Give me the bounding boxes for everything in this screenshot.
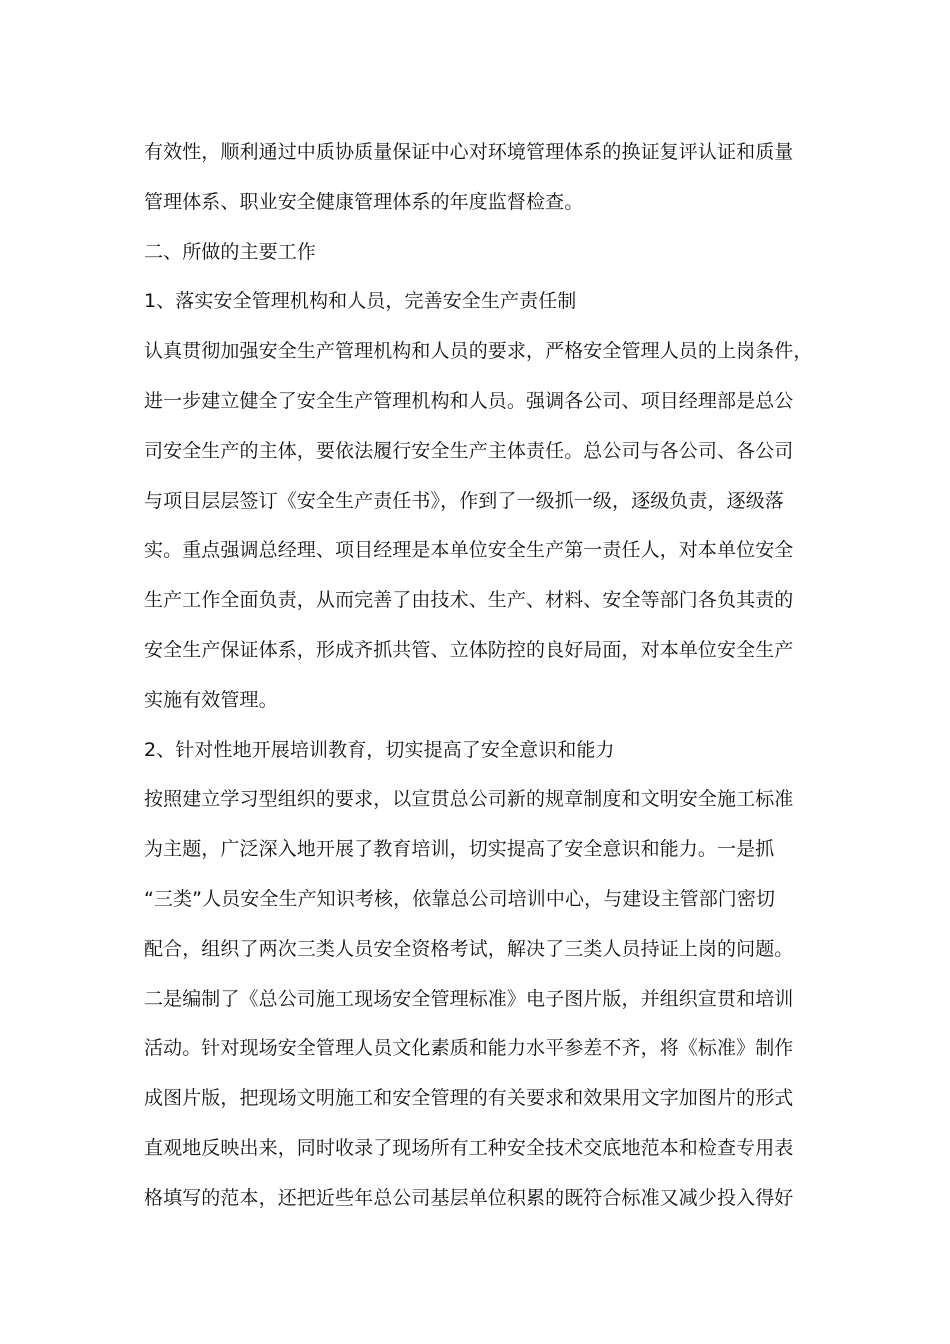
text-line: 司安全生产的主体，要依法履行安全生产主体责任。总公司与各公司、各公司 (144, 439, 794, 462)
subsection-heading: 2、针对性地开展培训教育，切实提高了安全意识和能力 (144, 738, 615, 761)
text-line: 格填写的范本，还把近些年总公司基层单位积累的既符合标准又减少投入得好 (144, 1186, 794, 1209)
text-line: 成图片版，把现场文明施工和安全管理的有关要求和效果用文字加图片的形式 (144, 1087, 794, 1110)
text-line: “三类”人员安全生产知识考核，依靠总公司培训中心，与建设主管部门密切 (144, 887, 776, 910)
text-line: 活动。针对现场安全管理人员文化素质和能力水平参差不齐，将《标准》制作 (144, 1037, 794, 1060)
subsection-heading: 1、落实安全管理机构和人员，完善安全生产责任制 (144, 290, 577, 313)
text-line: 实施有效管理。 (144, 688, 278, 711)
text-line: 与项目层层签订《安全生产责任书》，作到了一级抓一级，逐级负责，逐级落 (144, 489, 784, 512)
document-body (144, 128, 824, 1224)
text-line: 有效性，顺利通过中质协质量保证中心对环境管理体系的换证复评认证和质量 (144, 141, 794, 163)
text-line: 实。重点强调总经理、项目经理是本单位安全生产第一责任人，对本单位安全 (144, 539, 794, 562)
text-line: 生产工作全面负责，从而完善了由技术、生产、材料、安全等部门各负其责的 (144, 589, 794, 612)
text-line: 认真贯彻加强安全生产管理机构和人员的要求，严格安全管理人员的上岗条件， (144, 340, 813, 363)
text-line: 管理体系、职业安全健康管理体系的年度监督检查。 (144, 190, 584, 213)
text-line: 按照建立学习型组织的要求，以宣贯总公司新的规章制度和文明安全施工标准 (144, 788, 794, 811)
text-line: 进一步建立健全了安全生产管理机构和人员。强调各公司、项目经理部是总公 (144, 389, 794, 412)
text-line: 安全生产保证体系，形成齐抓共管、立体防控的良好局面，对本单位安全生产 (144, 638, 794, 661)
text-line: 配合，组织了两次三类人员安全资格考试，解决了三类人员持证上岗的问题。 (144, 937, 794, 960)
text-line: 为主题，广泛深入地开展了教育培训，切实提高了安全意识和能力。一是抓 (144, 838, 775, 861)
section-heading: 二、所做的主要工作 (144, 240, 316, 263)
text-line: 二是编制了《总公司施工现场安全管理标准》电子图片版，并组织宣贯和培训 (144, 987, 794, 1010)
text-line: 直观地反映出来，同时收录了现场所有工种安全技术交底地范本和检查专用表 (144, 1136, 794, 1159)
